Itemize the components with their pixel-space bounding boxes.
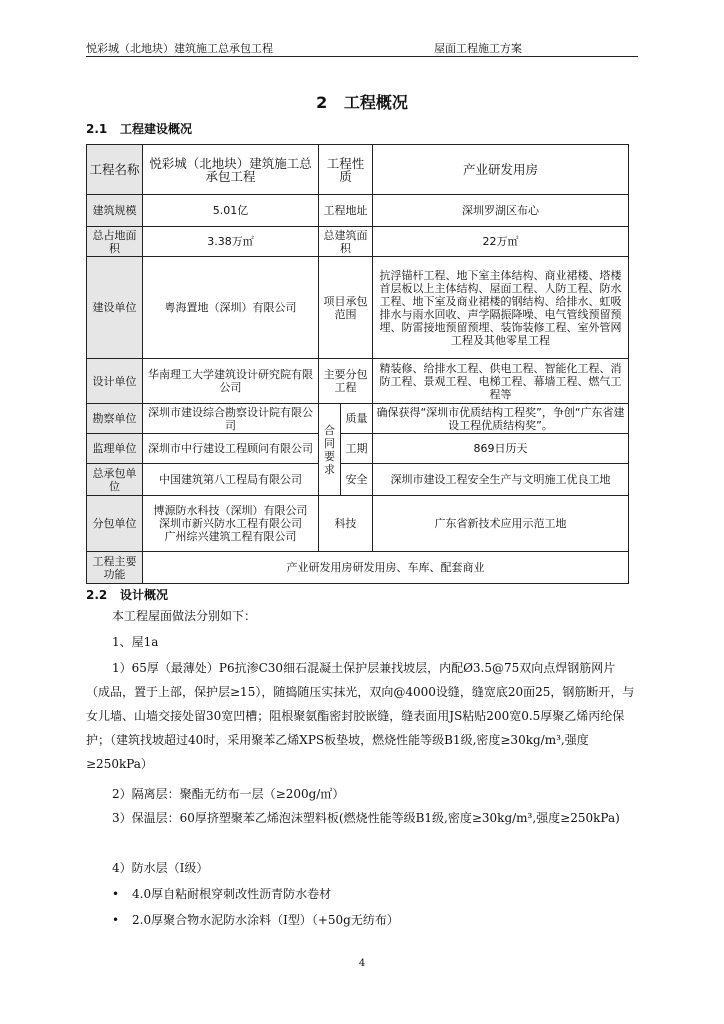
- table-row: [87, 552, 629, 584]
- label-main-subcontracts: 主要分包工程: [319, 359, 373, 404]
- value-main-function: 产业研发用房研发用房、车库、配套商业: [143, 552, 629, 584]
- label-land-area: 总占地面积: [87, 227, 143, 257]
- label-designer: 设计单位: [87, 359, 143, 404]
- paragraph-insulation-layer: 3）保温层：60厚挤塑聚苯乙烯泡沫塑料板(燃烧性能等级B1级,密度≥30kg/m³,强度≥250kPa): [112, 811, 620, 825]
- list-item: [112, 911, 399, 928]
- label-general-contractor: 总承包单位: [87, 464, 143, 496]
- table-row: [87, 359, 629, 404]
- table-row: [87, 195, 629, 227]
- subcontractor-1: 博源防水科技（深圳）有限公司: [153, 504, 308, 517]
- table-row: [87, 434, 629, 464]
- value-surveyor: 深圳市建设综合勘察设计院有限公司: [143, 404, 319, 434]
- label-project-address: 工程地址: [319, 195, 373, 227]
- list-item-text: 4.0厚自粘耐根穿刺改性沥青防水卷材: [132, 887, 332, 901]
- bullet-dot: •: [112, 887, 120, 901]
- subsection-heading-2-2: [86, 586, 168, 603]
- value-building-scale: 5.01亿: [143, 195, 319, 227]
- subsection-number: 2.1: [86, 122, 108, 136]
- label-contract-scope: 项目承包范围: [319, 257, 373, 359]
- value-safety: 深圳市建设工程安全生产与文明施工优良工地: [373, 464, 629, 496]
- label-developer: 建设单位: [87, 257, 143, 359]
- paragraph-intro: 本工程屋面做法分别如下：: [112, 609, 257, 623]
- list-item-text: 2.0厚聚合物水泥防水涂料（Ⅰ型）（+50g无纺布）: [132, 913, 399, 927]
- label-technology: 科技: [319, 496, 373, 552]
- value-general-contractor: 中国建筑第八工程局有限公司: [143, 464, 319, 496]
- subsection-number: 2.2: [86, 588, 108, 602]
- value-designer: 华南理工大学建筑设计研究院有限公司: [143, 359, 319, 404]
- page-number: 4: [358, 958, 366, 969]
- paragraph-waterproof-layer: 4）防水层（Ⅰ级）: [112, 861, 209, 875]
- subsection-title: 工程建设概况: [120, 122, 193, 136]
- value-main-subcontracts: 精装修、给排水工程、供电工程、智能化工程、消防工程、景观工程、电梯工程、幕墙工程、燃气工程等: [373, 359, 629, 404]
- list-item: [112, 885, 331, 902]
- table-row: [87, 145, 629, 195]
- table-row: [87, 257, 629, 359]
- header-project-name: 悦彩城（北地块）建筑施工总承包工程: [86, 42, 273, 55]
- value-subcontractors: [143, 496, 319, 552]
- value-technology: 广东省新技术应用示范工地: [373, 496, 629, 552]
- value-project-nature: 产业研发用房: [373, 145, 629, 195]
- subsection-heading-2-1: [86, 120, 192, 137]
- label-project-nature: 工程性质: [319, 145, 373, 195]
- value-contract-scope: 抗浮锚杆工程、地下室主体结构、商业裙楼、塔楼首层板以上主体结构、屋面工程、人防工程、防水工程、地下室及商业裙楼的钢结构、给排水、虹吸排水与雨水回收、声学隔振降噪、电气管线预留预埋、防雷接地预留预埋、装饰装修工程、室外管网工程及其他零星工程: [373, 257, 629, 359]
- section-number: 2: [316, 93, 328, 112]
- label-building-area: 总建筑面积: [319, 227, 373, 257]
- table-row: [87, 496, 629, 552]
- label-main-function: 工程主要功能: [87, 552, 143, 584]
- header-document-title: 屋面工程施工方案: [434, 42, 522, 55]
- subcontractor-3: 广州综兴建筑工程有限公司: [164, 530, 297, 543]
- paragraph-roof-type: 1、屋1a: [112, 635, 159, 649]
- label-supervisor: 监理单位: [87, 434, 143, 464]
- value-duration: 869日历天: [373, 434, 629, 464]
- value-developer: 粤海置地（深圳）有限公司: [143, 257, 319, 359]
- value-quality: 确保获得“深圳市优质结构工程奖”，争创“广东省建设工程优质结构奖”。: [373, 404, 629, 434]
- section-title: 工程概况: [343, 93, 408, 112]
- label-safety: 安全: [341, 464, 373, 496]
- section-heading: [0, 90, 724, 113]
- subsection-title: 设计概况: [120, 588, 169, 602]
- label-contract-requirements: 合同要求: [319, 404, 341, 496]
- paragraph-protective-layer: 1）65厚（最薄处）P6抗渗C30细石混凝土保护层兼找坡层，内配Ø3.5@75双向点焊钢筋网片（成品，置于上部，保护层≥15），随捣随压实抹光，双向@4000设缝，缝宽底20面25，钢筋断开，与女儿墙、山墙交接处留30宽凹槽；阻根聚氨酯密封胶嵌缝，缝表面用JS粘贴200宽0.5厚聚乙烯丙纶保护；（建筑找坡超过40时，采用聚苯乙烯XPS板垫坡，燃烧性能等级B1级,密度≥30kg/m³,强度≥250kPa）: [86, 661, 635, 771]
- page-header: [86, 36, 638, 57]
- label-surveyor: 勘察单位: [87, 404, 143, 434]
- value-project-name: 悦彩城（北地块）建筑施工总承包工程: [143, 145, 319, 195]
- label-quality: 质量: [341, 404, 373, 434]
- table-row: [87, 464, 629, 496]
- bullet-dot: •: [112, 913, 120, 927]
- label-duration: 工期: [341, 434, 373, 464]
- value-building-area: 22万㎡: [373, 227, 629, 257]
- value-land-area: 3.38万㎡: [143, 227, 319, 257]
- value-supervisor: 深圳市中行建设工程顾问有限公司: [143, 434, 319, 464]
- table-row: [87, 227, 629, 257]
- value-project-address: 深圳罗湖区布心: [373, 195, 629, 227]
- label-project-name: 工程名称: [87, 145, 143, 195]
- label-building-scale: 建筑规模: [87, 195, 143, 227]
- label-subcontractors: 分包单位: [87, 496, 143, 552]
- paragraph-isolation-layer: 2）隔离层：聚酯无纺布一层（≥200g/㎡）: [112, 787, 345, 801]
- subcontractor-2: 深圳市新兴防水工程有限公司: [159, 517, 302, 530]
- project-overview-table: [86, 144, 629, 584]
- table-row: [87, 404, 629, 434]
